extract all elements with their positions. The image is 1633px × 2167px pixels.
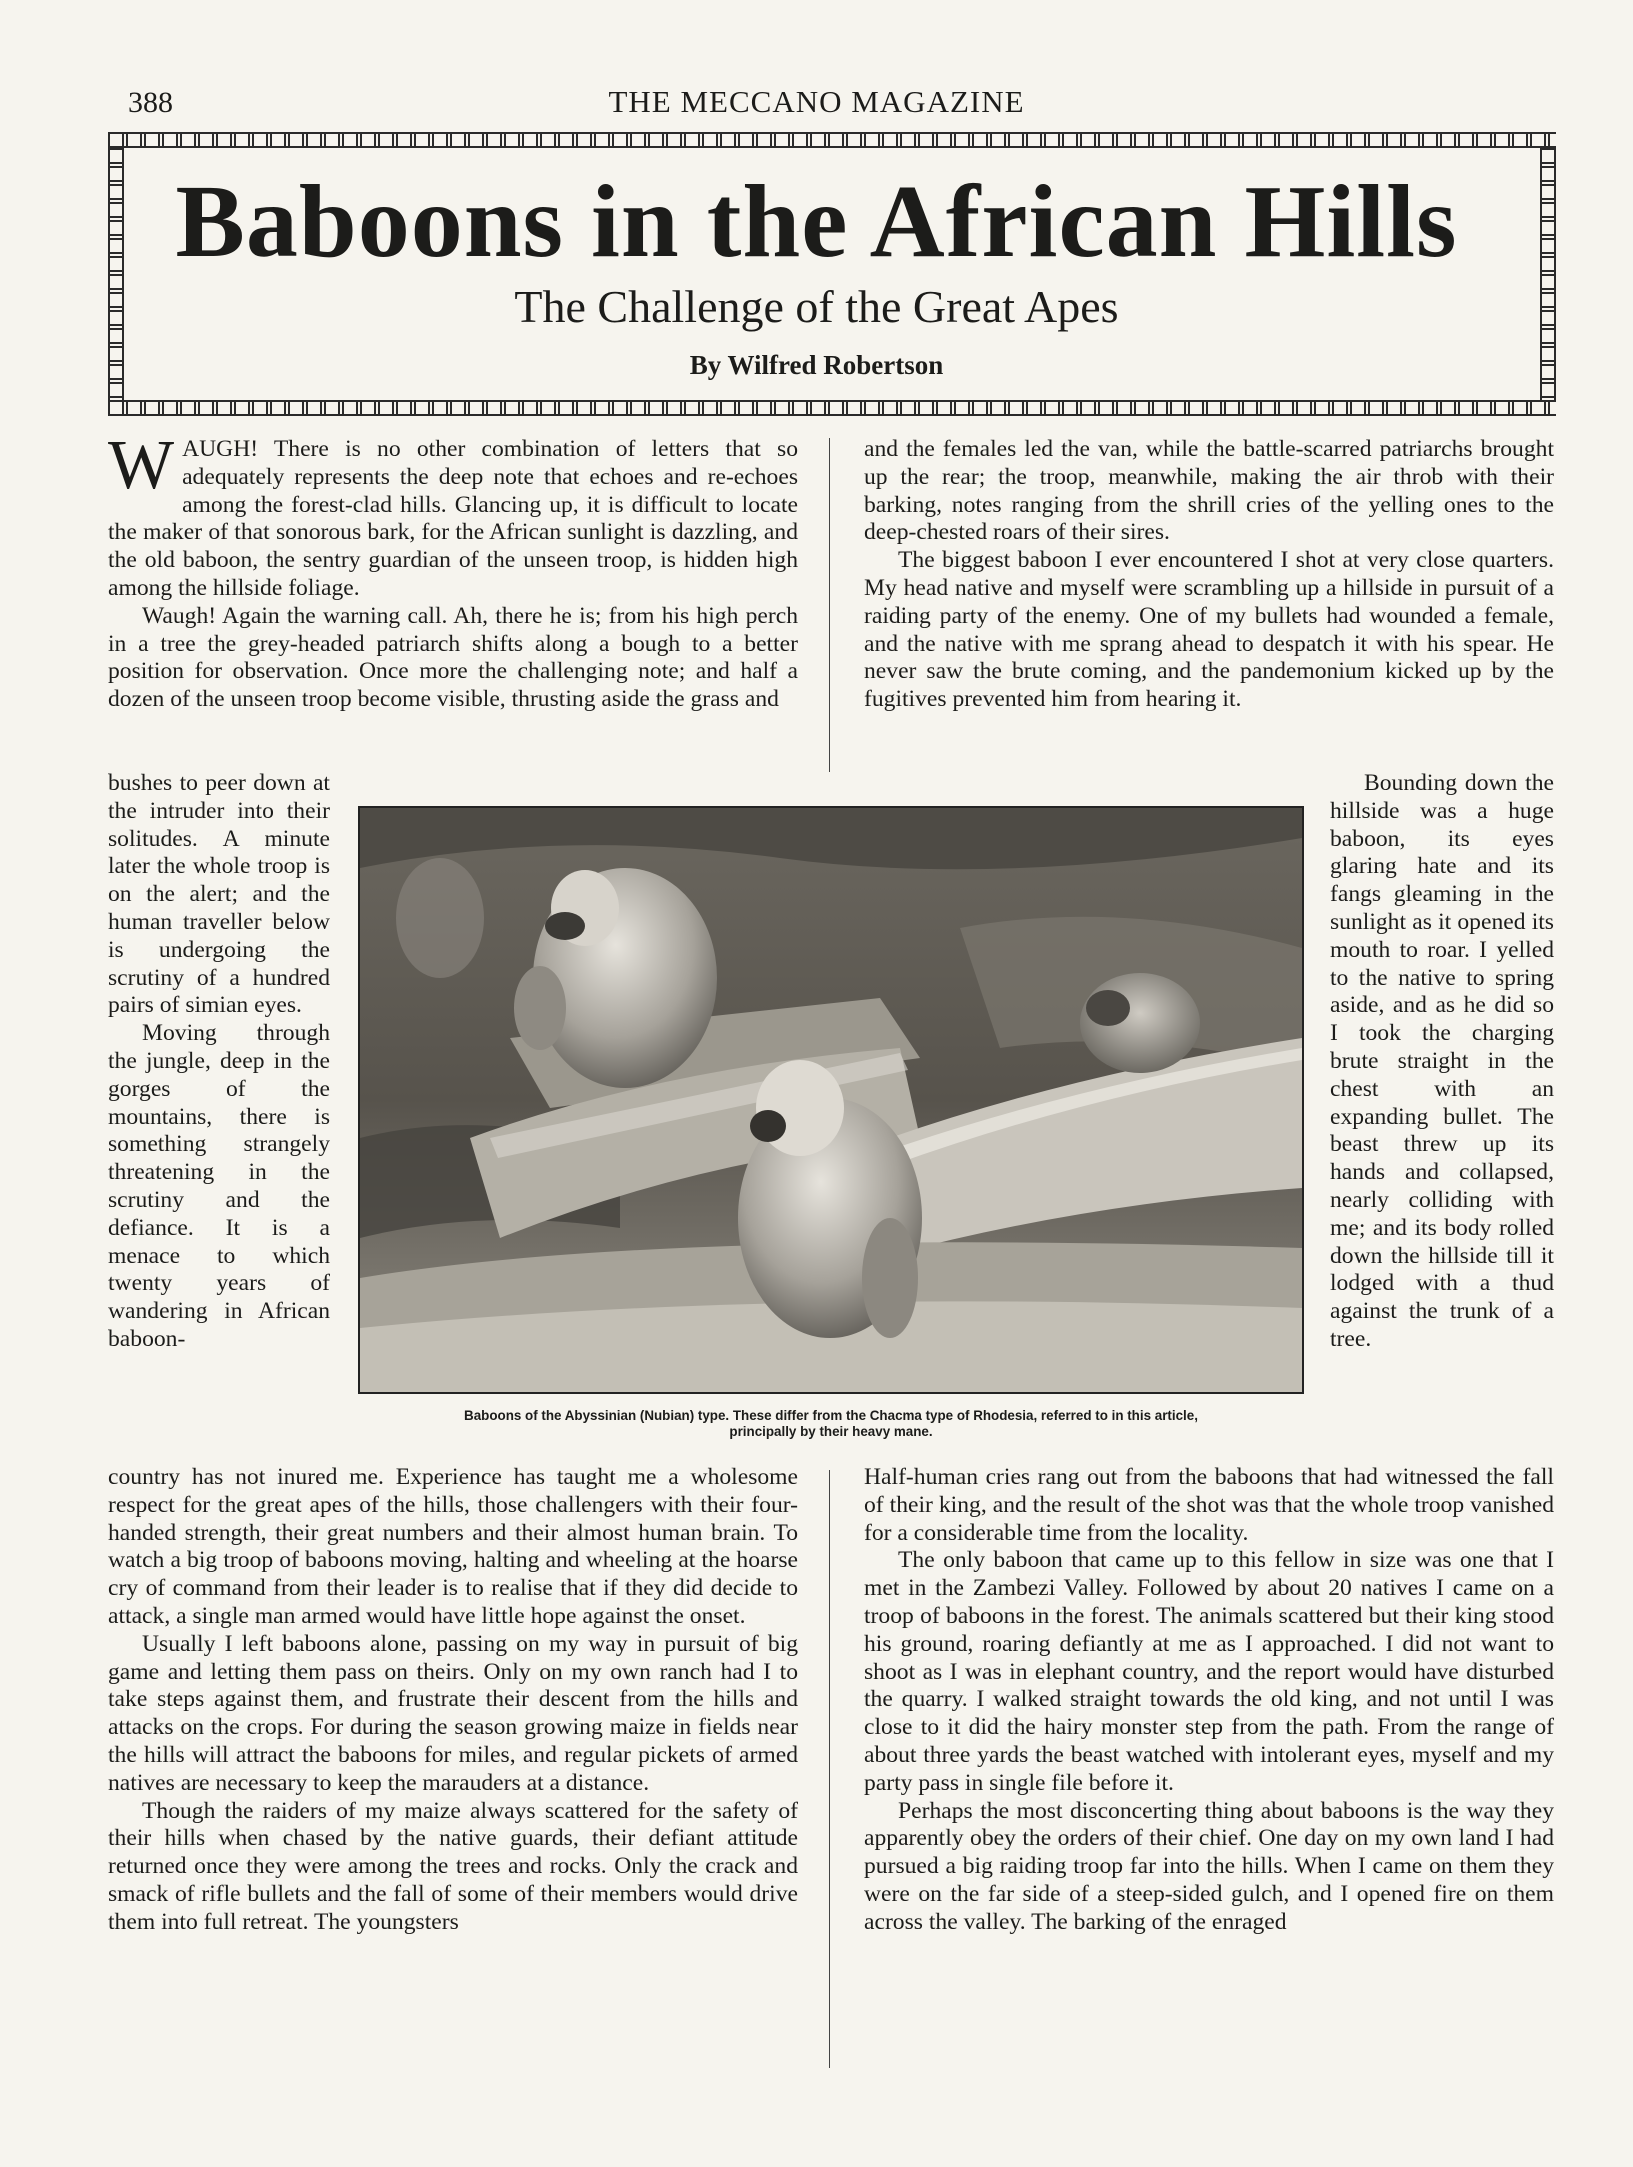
page-number: 388 xyxy=(128,86,173,119)
article-title: Baboons in the African Hills xyxy=(175,164,1458,279)
baboons-photograph xyxy=(358,806,1304,1394)
paragraph: Perhaps the most disconcerting thing about baboons is the way they apparently obey the orders of their chief. One day on my own land I had pursued a big raiding troop far into the hills. When I came on them they were on the far side of a steep-sided gulch, and I opened fire on them across the valley. The barking of the enraged xyxy=(864,1797,1554,1935)
paragraph: country has not inured me. Experience has taught me a wholesome respect for the great apes of the hills, those challengers with their four-handed strength, their great numbers and their almost human brain. To watch a big troop of baboons moving, halting and wheeling at the hoarse cry of command from their leader is to realise that if they did decide to attack, a single man armed would have little hope against the onset. xyxy=(108,1464,798,1629)
frame-top-border xyxy=(108,132,1556,148)
column-left-bottom xyxy=(108,1464,798,1937)
column-divider xyxy=(829,438,830,772)
column-right-bottom xyxy=(864,1464,1554,1937)
paragraph: Usually I left baboons alone, passing on my way in pursuit of big game and letting them pass on theirs. Only on my own ranch had I to take steps against them, and frustrate their descent from the hills and attacks on the crops. For during the season growing maize in fields near the hills will attract the baboons for miles, and regular pickets of armed natives are necessary to keep the marauders at a distance. xyxy=(108,1630,798,1796)
column-divider xyxy=(829,1470,830,2068)
paragraph xyxy=(108,427,798,603)
paragraph: Moving through the jungle, deep in the gorges of the mountains, there is something strangely threatening in the scrutiny and the defiance. It is a menace to which twenty years of wandering in African baboon- xyxy=(108,1020,330,1352)
column-left-top xyxy=(108,427,798,714)
paragraph: bushes to peer down at the intruder into their solitudes. A minute later the whole troop is on the alert; and the human traveller below is undergoing the scrutiny of a hundred pairs of simian eyes. xyxy=(108,770,330,1019)
article-subtitle: The Challenge of the Great Apes xyxy=(514,281,1119,332)
article-byline: By Wilfred Robertson xyxy=(689,350,944,380)
column-right-narrow xyxy=(1330,770,1554,1354)
column-right-top xyxy=(864,436,1554,714)
paragraph: Waugh! Again the warning call. Ah, there he is; from his high perch in a tree the grey-headed patriarch shifts along a bough to a better position for observation. Once more the challenging note; and half a dozen of the unseen troop become visible, thrusting aside the grass and xyxy=(108,602,798,713)
column-left-narrow xyxy=(108,770,330,1354)
paragraph: Half-human cries rang out from the baboons that had witnessed the fall of their king, and the result of the shot was that the whole troop vanished for a considerable time from the locality. xyxy=(864,1464,1554,1546)
caption-line: principally by their heavy mane. xyxy=(729,1424,933,1439)
magazine-name: THE MECCANO MAGAZINE xyxy=(608,84,1025,119)
paragraph: Though the raiders of my maize always scattered for the safety of their hills when chased by the native guards, their defiant attitude returned once they were among the trees and rocks. Only the crack and smack of rifle bullets and the fall of some of their members would drive them into full retreat. The youngsters xyxy=(108,1797,798,1935)
baboons-photo-illustration xyxy=(360,808,1302,1392)
frame-bottom-border xyxy=(108,400,1556,416)
paragraph-text: AUGH! There is no other combination of letters that so adequately represents the deep note that echoes and re-echoes among the forest-clad hills. Glancing up, it is difficult to locate the maker of that sonorous bark, for the African sunlight is dazzling, and the old baboon, the sentry guardian of the unseen troop, is hidden high among the hillside foliage. xyxy=(108,436,798,601)
paragraph: The biggest baboon I ever encountered I shot at very close quarters. My head native and myself were scrambling up a hillside in pursuit of a raiding party of the enemy. One of my bullets had wounded a female, and the native with me sprang ahead to despatch it with his spear. He never saw the brute coming, and the pandemonium kicked up by the fugitives prevented him from hearing it. xyxy=(864,547,1554,713)
paragraph: and the females led the van, while the battle-scarred patriarchs brought up the rear; the troop, meanwhile, making the air throb with their barking, notes ranging from the shrill cries of the yelling ones to the deep-chested roars of their sires. xyxy=(864,436,1554,546)
caption-line: Baboons of the Abyssinian (Nubian) type. These differ from the Chacma type of Rhodesia, referred to in this article, xyxy=(464,1408,1198,1423)
photo-caption xyxy=(358,1408,1304,1440)
paragraph: Bounding down the hillside was a huge baboon, its eyes glaring hate and its fangs gleaming in the sunlight as it opened its mouth to roar. I yelled to the native to spring aside, and as he did so I took the charging brute straight in the chest with an expanding bullet. The beast threw up its hands and collapsed, nearly colliding with me; and its body rolled down the hillside till it lodged with a thud against the trunk of a tree. xyxy=(1330,770,1554,1352)
drop-cap: W xyxy=(108,427,175,504)
paragraph: The only baboon that came up to this fellow in size was one that I met in the Zambezi Valley. Followed by about 20 natives I came on a troop of baboons in the forest. The animals scattered but their king stood his ground, roaring defiantly at me as I approached. I did not want to shoot as I was in elephant country, and the report would have disturbed the quarry. I walked straight towards the old king, and not until I was close to it did the hairy monster step from the path. From the range of about three yards the beast watched with intolerant eyes, myself and my party pass in single file before it. xyxy=(864,1547,1554,1796)
